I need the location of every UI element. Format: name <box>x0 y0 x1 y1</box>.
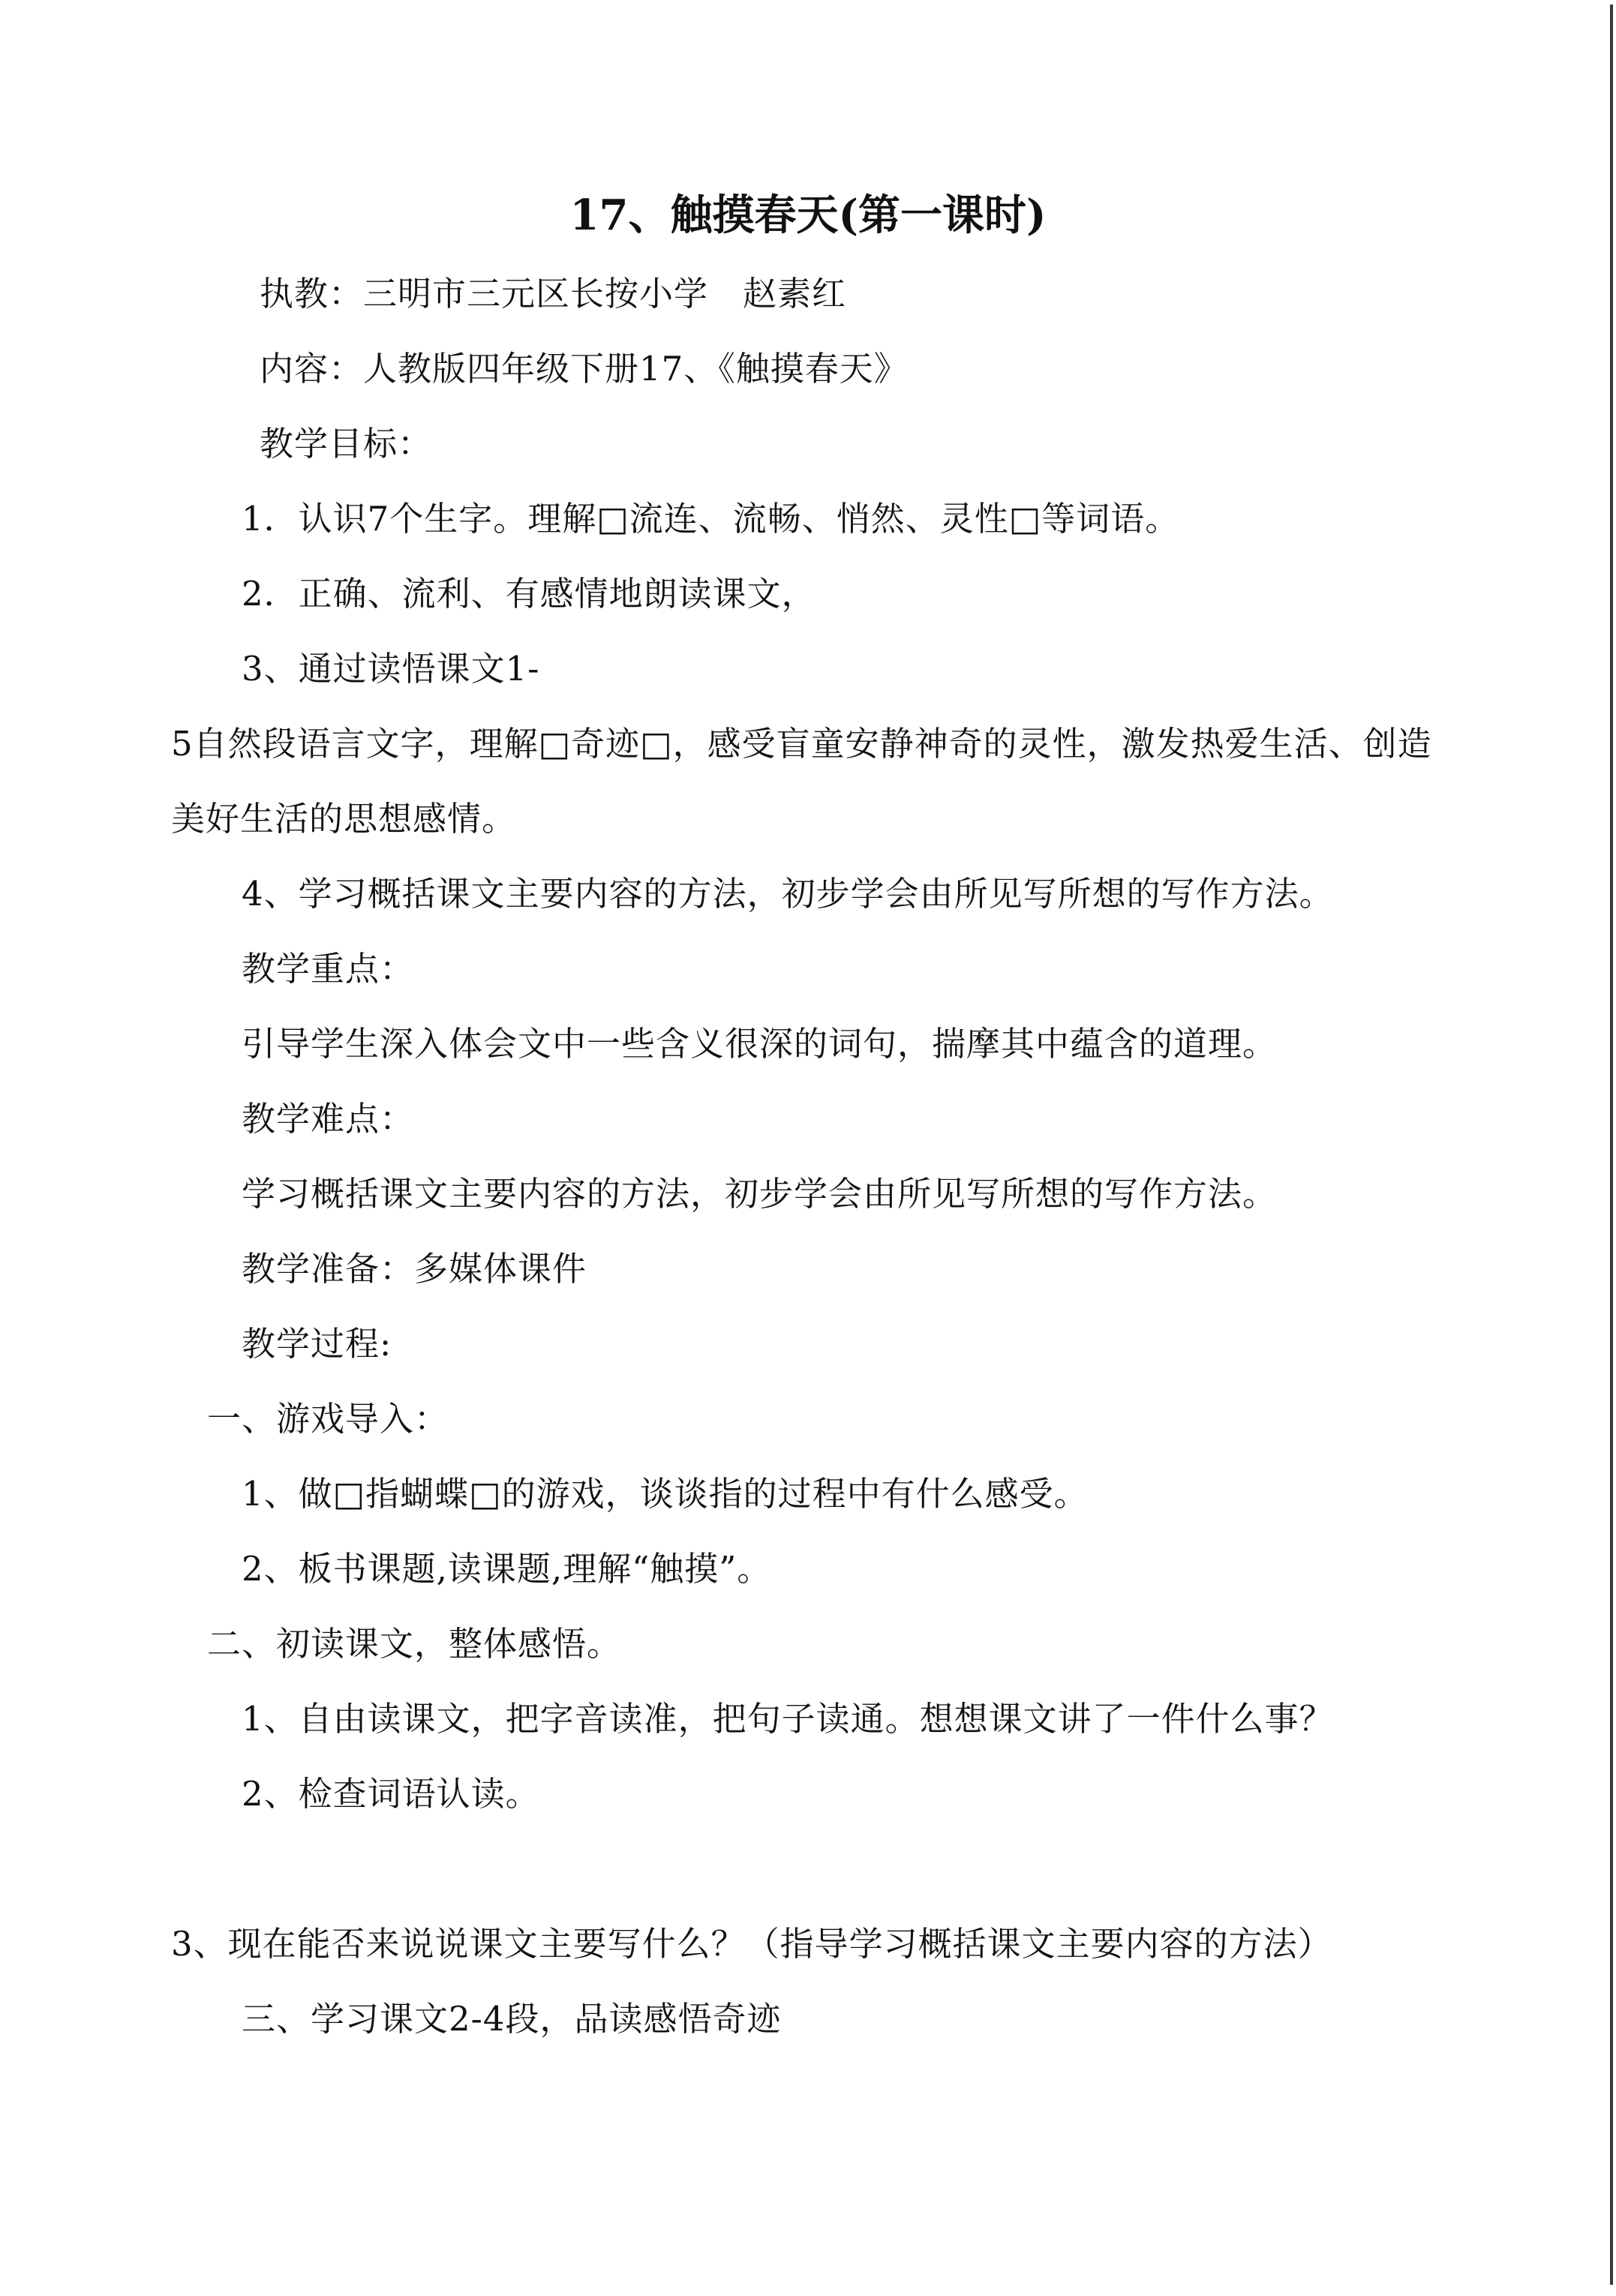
objective-3-continued-1: 5自然段语言文字，理解□奇迹□，感受盲童安静神奇的灵性，激发热爱生活、创造 <box>171 724 1432 764</box>
teacher-line: 执教：三明市三元区长按小学 赵素红 <box>260 274 847 314</box>
key-points-heading: 教学重点： <box>242 949 415 989</box>
section-2-item-2: 2、检查词语认读。 <box>242 1774 540 1814</box>
section-2-item-1: 1、自由读课文，把字音读准，把句子读通。想想课文讲了一件什么事？ <box>242 1699 1334 1739</box>
section-1-item-2: 2、板书课题,读课题,理解“触摸”。 <box>242 1549 772 1589</box>
content-line: 内容：人教版四年级下册17、《触摸春天》 <box>260 349 909 389</box>
objective-4: 4、学习概括课文主要内容的方法，初步学会由所见写所想的写作方法。 <box>242 874 1334 914</box>
section-2-item-3: 3、现在能否来说说课文主要写什么？（指导学习概括课文主要内容的方法） <box>171 1924 1332 1964</box>
preparation-line: 教学准备：多媒体课件 <box>242 1249 587 1289</box>
objectives-heading: 教学目标： <box>260 424 433 464</box>
section-3-heading: 三、学习课文2-4段，品读感悟奇迹 <box>242 1999 782 2039</box>
process-heading: 教学过程: <box>242 1324 392 1364</box>
key-points-text: 引导学生深入体会文中一些含义很深的词句，揣摩其中蕴含的道理。 <box>242 1024 1278 1064</box>
objective-1: 1．认识7个生字。理解□流连、流畅、悄然、灵性□等词语。 <box>242 499 1180 539</box>
objective-2: 2．正确、流利、有感情地朗读课文， <box>242 574 816 614</box>
objective-3-start: 3、通过读悟课文1- <box>242 649 540 689</box>
lesson-title: 17、触摸春天(第一课时) <box>569 191 1047 240</box>
section-2-heading: 二、初读课文，整体感悟。 <box>207 1624 622 1664</box>
difficulties-heading: 教学难点： <box>242 1099 415 1139</box>
section-1-item-1: 1、做□指蝴蝶□的游戏，谈谈指的过程中有什么感受。 <box>242 1474 1089 1514</box>
difficulties-text: 学习概括课文主要内容的方法，初步学会由所见写所想的写作方法。 <box>242 1174 1278 1214</box>
section-1-heading: 一、游戏导入： <box>207 1399 449 1439</box>
objective-3-continued-2: 美好生活的思想感情。 <box>171 799 517 839</box>
